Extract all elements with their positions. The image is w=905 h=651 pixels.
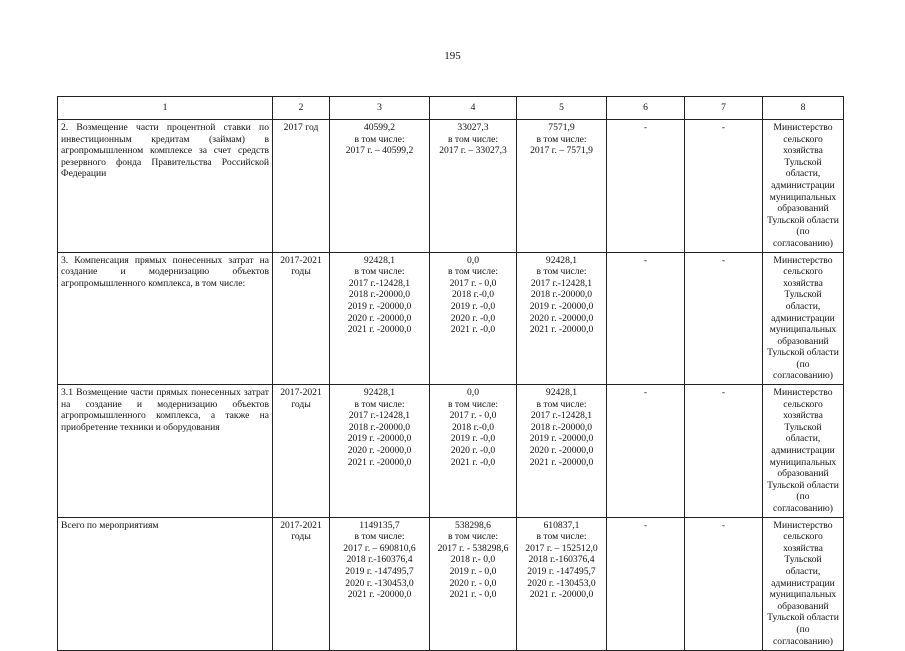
executor-cell-line: Тульской области xyxy=(767,347,839,359)
total-amount-cell-line: 2021 г. -20000,0 xyxy=(347,589,412,601)
column-7-cell: - xyxy=(685,385,763,518)
executor-cell-line: администрации xyxy=(771,179,835,191)
total-amount-cell-line: в том числе: xyxy=(354,133,405,145)
period-cell: 2017-2021 годы xyxy=(273,385,330,518)
federal-amount-cell-line: 2021 г. -0,0 xyxy=(450,324,496,336)
header-cell-1: 1 xyxy=(58,97,273,120)
executor-cell-line: образований xyxy=(777,468,829,480)
total-amount-cell-line: 2020 г. -20000,0 xyxy=(347,445,412,457)
federal-amount-cell xyxy=(430,120,517,253)
regional-amount-cell-line: 2017 г. – 7571,9 xyxy=(530,145,593,157)
header-row xyxy=(58,97,844,120)
header-cell-2: 2 xyxy=(273,97,330,120)
regional-amount-cell-line: 92428,1 xyxy=(545,254,578,266)
total-amount-cell xyxy=(330,120,430,253)
column-6-cell: - xyxy=(607,120,685,253)
federal-amount-cell-line: 2019 г. -0,0 xyxy=(450,300,496,312)
total-amount-cell-line: 2018 г.-20000,0 xyxy=(348,421,411,433)
total-amount-cell xyxy=(330,252,430,385)
federal-amount-cell-line: 2018 г.- 0,0 xyxy=(450,554,496,566)
federal-amount-cell-line: 538298,6 xyxy=(455,519,491,531)
federal-amount-cell-line: 33027,3 xyxy=(457,122,489,133)
federal-amount-cell-line: 2021 г. - 0,0 xyxy=(449,589,497,601)
federal-amount-cell-line: в том числе: xyxy=(447,133,498,145)
regional-amount-cell xyxy=(517,517,607,650)
header-cell-5: 5 xyxy=(517,97,607,120)
total-amount-cell-line: 2018 г.-20000,0 xyxy=(348,289,411,301)
executor-cell-line: Тульской области, xyxy=(784,156,822,180)
total-amount-cell-line: 2019 г. -20000,0 xyxy=(347,300,412,312)
federal-amount-cell-line: 2019 г. -0,0 xyxy=(450,433,496,445)
federal-amount-cell-line: в том числе: xyxy=(447,398,498,410)
regional-amount-cell-line: 2020 г. -20000,0 xyxy=(529,312,594,324)
federal-amount-cell-line: 2019 г. - 0,0 xyxy=(449,565,497,577)
regional-amount-cell-line: 2021 г. -20000,0 xyxy=(529,456,594,468)
regional-amount-cell-line: 2018 г.-20000,0 xyxy=(530,289,593,301)
federal-amount-cell-line: 2020 г. - 0,0 xyxy=(449,577,497,589)
header-cell-3: 3 xyxy=(330,97,430,120)
total-amount-cell-line: 2018 г.-160376,4 xyxy=(346,554,413,566)
total-amount-cell-line: 92428,1 xyxy=(363,254,396,266)
regional-amount-cell-line: 2017 г.-12428,1 xyxy=(530,410,593,422)
column-6-cell: - xyxy=(607,252,685,385)
regional-amount-cell-line: 2019 г. -147495,7 xyxy=(527,565,596,577)
program-table xyxy=(57,96,844,651)
header-cell-7: 7 xyxy=(685,97,763,120)
federal-amount-cell xyxy=(430,517,517,650)
total-amount-cell xyxy=(330,517,430,650)
executor-cell xyxy=(763,120,844,253)
regional-amount-cell-line: в том числе: xyxy=(536,398,587,410)
executor-cell-line: сельского хозяйства xyxy=(783,531,823,554)
federal-amount-cell-line: в том числе: xyxy=(447,266,498,278)
regional-amount-cell-line: 2017 г. – 152512,0 xyxy=(525,542,598,554)
table-row xyxy=(58,517,844,650)
regional-amount-cell xyxy=(517,120,607,253)
federal-amount-cell-line: 2017 г. - 538298,6 xyxy=(437,542,509,554)
executor-cell-line: Тульской области xyxy=(767,612,839,624)
executor-cell-line: администрации xyxy=(771,445,835,457)
executor-cell-line: сельского хозяйства xyxy=(783,133,823,157)
table-row xyxy=(58,385,844,518)
regional-amount-cell-line: 2021 г. -20000,0 xyxy=(529,589,594,601)
federal-amount-cell xyxy=(430,252,517,385)
total-amount-cell-line: 40599,2 xyxy=(363,122,396,133)
total-amount-cell-line: в том числе: xyxy=(354,266,405,278)
executor-cell-line: сельского хозяйства xyxy=(783,266,823,289)
federal-amount-cell-line: 2018 г.-0,0 xyxy=(451,289,495,301)
regional-amount-cell-line: в том числе: xyxy=(536,266,587,278)
total-amount-cell-line: 2020 г. -130453,0 xyxy=(345,577,414,589)
regional-amount-cell-line: 2019 г. -20000,0 xyxy=(529,300,594,312)
measure-name-cell: 2. Возмещение части процентной ставки по инвестиционным кредитам (займам) в агропромышленном комплексе за счет средств резервного фонда Правительства Российской Федерации xyxy=(58,120,273,253)
column-7-cell: - xyxy=(685,252,763,385)
period-cell: 2017-2021 годы xyxy=(273,517,330,650)
executor-cell-line: Тульской области, xyxy=(784,554,822,577)
executor-cell-line: образований xyxy=(777,203,829,215)
total-amount-cell-line: 2021 г. -20000,0 xyxy=(347,456,412,468)
executor-cell-line: муниципальных xyxy=(769,324,837,336)
federal-amount-cell-line: 0,0 xyxy=(467,254,479,266)
total-amount-cell-line: в том числе: xyxy=(354,531,405,543)
regional-amount-cell-line: 2020 г. -130453,0 xyxy=(527,577,596,589)
executor-cell-line: образований xyxy=(777,600,829,612)
executor-cell-line: муниципальных xyxy=(769,191,837,203)
executor-cell-line: Министерство xyxy=(773,387,833,399)
total-amount-cell-line: 1149135,7 xyxy=(359,519,400,531)
executor-cell-line: муниципальных xyxy=(769,589,837,601)
regional-amount-cell-line: в том числе: xyxy=(536,531,587,543)
federal-amount-cell-line: 2017 г. - 0,0 xyxy=(449,410,497,422)
table-row xyxy=(58,120,844,253)
regional-amount-cell xyxy=(517,385,607,518)
regional-amount-cell-line: 92428,1 xyxy=(545,387,578,399)
executor-cell-line: (по согласованию) xyxy=(773,226,833,249)
header-cell-4: 4 xyxy=(430,97,517,120)
regional-amount-cell-line: 2019 г. -20000,0 xyxy=(529,433,594,445)
regional-amount-cell-line: 610837,1 xyxy=(543,519,580,531)
regional-amount-cell-line: 2018 г.-20000,0 xyxy=(530,421,593,433)
period-cell: 2017-2021 годы xyxy=(273,252,330,385)
column-7-cell: - xyxy=(685,120,763,253)
executor-cell xyxy=(763,385,844,518)
page-number: 195 xyxy=(444,50,461,62)
column-7-cell: - xyxy=(685,517,763,650)
table-row xyxy=(58,252,844,385)
total-amount-cell-line: 2021 г. -20000,0 xyxy=(347,324,412,336)
total-amount-cell-line: в том числе: xyxy=(354,398,405,410)
executor-cell-line: (по согласованию) xyxy=(773,623,833,647)
total-amount-cell-line: 2019 г. -147495,7 xyxy=(345,565,414,577)
regional-amount-cell-line: 2018 г.-160376,4 xyxy=(528,554,595,566)
executor-cell-line: Тульской области xyxy=(767,479,839,491)
total-amount-cell-line: 2017 г. – 40599,2 xyxy=(345,145,414,157)
federal-amount-cell-line: 2020 г. -0,0 xyxy=(450,445,496,457)
executor-cell-line: муниципальных xyxy=(769,456,837,468)
executor-cell-line: Министерство xyxy=(773,254,833,266)
column-6-cell: - xyxy=(607,517,685,650)
regional-amount-cell-line: 7571,9 xyxy=(548,122,575,133)
total-amount-cell-line: 2017 г. – 690810,6 xyxy=(343,542,416,554)
executor-cell-line: Тульской области, xyxy=(784,289,822,312)
executor-cell-line: администрации xyxy=(771,577,835,589)
column-6-cell: - xyxy=(607,385,685,518)
total-amount-cell xyxy=(330,385,430,518)
executor-cell-line: Тульской области xyxy=(767,214,839,226)
regional-amount-cell-line: 2020 г. -20000,0 xyxy=(529,445,594,457)
federal-amount-cell-line: 2017 г. – 33027,3 xyxy=(439,145,507,157)
executor-cell-line: образований xyxy=(777,335,829,347)
period-cell: 2017 год xyxy=(273,120,330,253)
federal-amount-cell-line: 2021 г. -0,0 xyxy=(450,456,496,468)
federal-amount-cell-line: 0,0 xyxy=(467,387,479,399)
total-amount-cell-line: 2017 г.-12428,1 xyxy=(348,410,411,422)
regional-amount-cell-line: в том числе: xyxy=(536,133,587,145)
executor-cell-line: (по согласованию) xyxy=(773,491,833,514)
federal-amount-cell-line: 2017 г. - 0,0 xyxy=(449,277,497,289)
header-cell-6: 6 xyxy=(607,97,685,120)
executor-cell xyxy=(763,252,844,385)
executor-cell-line: (по согласованию) xyxy=(773,358,833,382)
executor-cell-line: Министерство xyxy=(773,122,833,133)
executor-cell-line: Тульской области, xyxy=(784,421,822,445)
federal-amount-cell-line: 2020 г. -0,0 xyxy=(450,312,496,324)
executor-cell xyxy=(763,517,844,650)
federal-amount-cell-line: в том числе: xyxy=(447,531,498,543)
executor-cell-line: администрации xyxy=(771,312,835,324)
federal-amount-cell-line: 2018 г.-0,0 xyxy=(451,421,495,433)
executor-cell-line: Министерство xyxy=(773,519,833,531)
federal-amount-cell xyxy=(430,385,517,518)
total-amount-cell-line: 2020 г. -20000,0 xyxy=(347,312,412,324)
executor-cell-line: сельского хозяйства xyxy=(783,398,823,422)
total-amount-cell-line: 2019 г. -20000,0 xyxy=(347,433,412,445)
regional-amount-cell-line: 2017 г.-12428,1 xyxy=(530,277,593,289)
header-cell-8: 8 xyxy=(763,97,844,120)
measure-name-cell: Всего по мероприятиям xyxy=(58,517,273,650)
measure-name-cell: 3.1 Возмещение части прямых понесенных затрат на создание и модернизацию объектов агропромышленного комплекса, а также на приобретение техники и оборудования xyxy=(58,385,273,518)
measure-name-cell: 3. Компенсация прямых понесенных затрат на создание и модернизацию объектов агропромышленного комплекса, в том числе: xyxy=(58,252,273,385)
total-amount-cell-line: 92428,1 xyxy=(363,387,396,399)
regional-amount-cell xyxy=(517,252,607,385)
total-amount-cell-line: 2017 г.-12428,1 xyxy=(348,277,411,289)
regional-amount-cell-line: 2021 г. -20000,0 xyxy=(529,324,594,336)
